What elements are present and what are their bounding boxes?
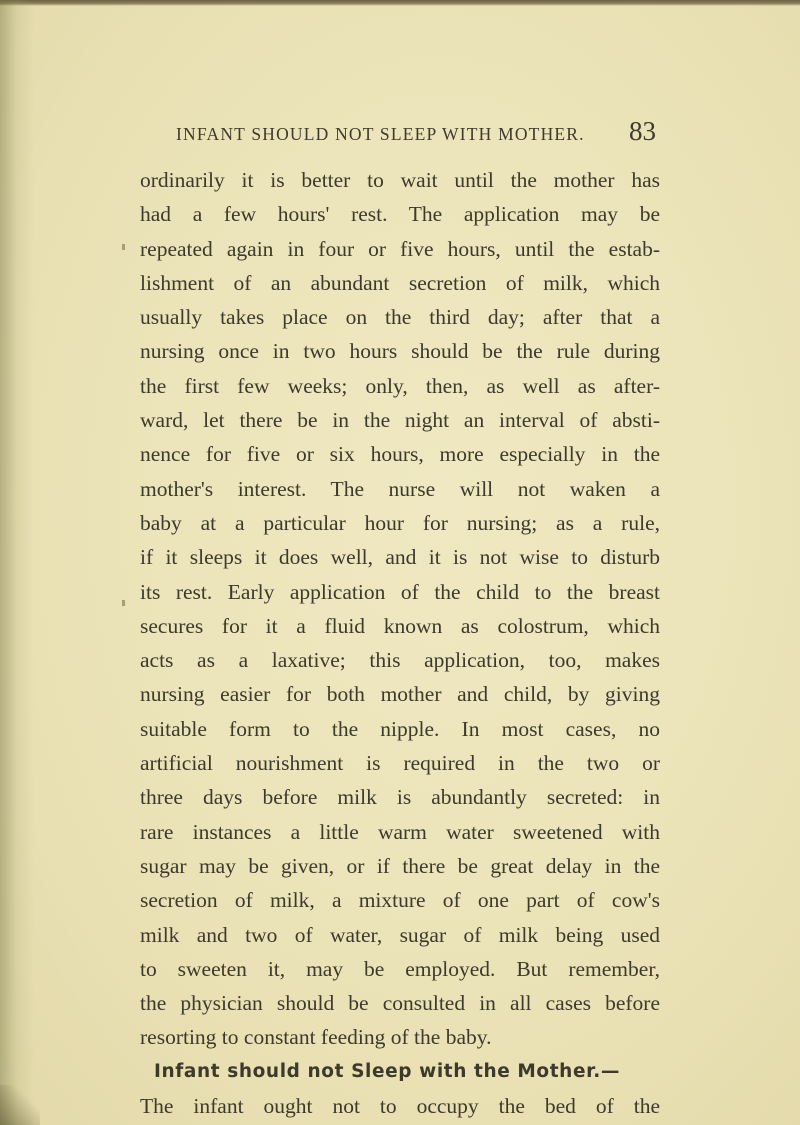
page-top-edge [0,0,800,6]
text-line: baby at a particular hour for nursing; as a rule, [140,510,660,535]
text-line: ward, let there be in the night an interval of absti- [140,408,660,433]
text-line: resorting to constant feeding of the baby. [140,1025,492,1050]
text-line: usually takes place on the third day; after that a [140,305,660,330]
text-line: the physician should be consulted in all cases before [140,991,660,1016]
text-line: mother's interest. The nurse will not waken a [140,476,660,501]
page-corner-shadow [0,1085,40,1125]
text-line: nursing once in two hours should be the rule during [140,339,660,364]
margin-mark [122,600,125,606]
running-head-title: INFANT SHOULD NOT SLEEP WITH MOTHER. [176,124,585,144]
text-line: lishment of an abundant secretion of milk, which [140,270,660,295]
text-line: the first few weeks; only, then, as well as after- [140,373,660,398]
page-number: 83 [629,116,656,146]
text-line: secures for it a fluid known as colostrum, which [140,613,660,638]
text-line: to sweeten it, may be employed. But remember, [140,956,660,981]
text-line: nence for five or six hours, more especially in the [140,442,660,467]
text-line: sugar may be given, or if there be great delay in the [140,853,660,878]
text-line: suitable form to the nipple. In most cases, no [140,716,660,741]
running-head [176,118,656,158]
text-line: The infant ought not to occupy the bed of the [140,1094,660,1119]
text-line: acts as a laxative; this application, too, makes [140,648,660,673]
text-line: rare instances a little warm water sweetened with [140,819,660,844]
section-subheading: Infant should not Sleep with the Mother.— [154,1060,620,1082]
text-line: ordinarily it is better to wait until the mother has [140,168,660,192]
text-line: milk and two of water, sugar of milk being used [140,922,660,947]
binding-shadow [0,0,34,1125]
text-line: artificial nourishment is required in the two or [140,751,660,776]
text-line: had a few hours' rest. The application may be [140,202,660,227]
body-text [140,163,660,1123]
text-line: three days before milk is abundantly secreted: in [140,785,660,810]
text-line: secretion of milk, a mixture of one part of cow's [140,888,660,913]
text-line: repeated again in four or five hours, until the estab- [140,236,660,261]
text-line: its rest. Early application of the child to the breast [140,579,660,604]
text-line: if it sleeps it does well, and it is not wise to disturb [140,545,660,570]
text-line: nursing easier for both mother and child, by giving [140,682,660,707]
margin-mark [122,244,125,250]
